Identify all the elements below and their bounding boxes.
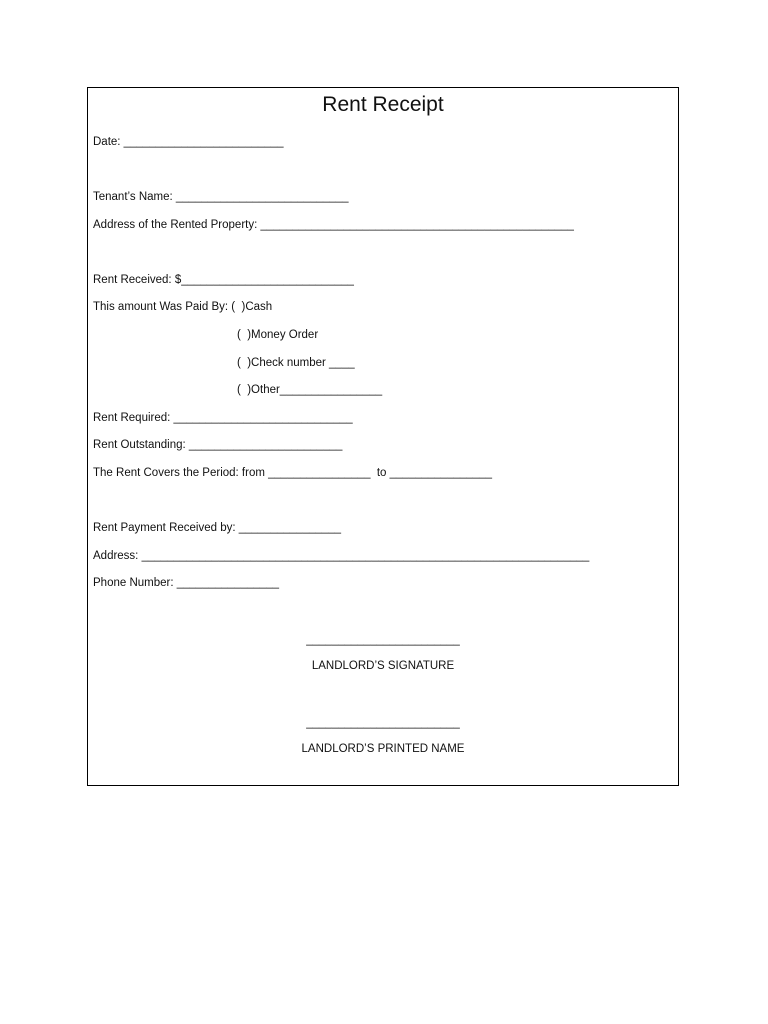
rent-outstanding-field: Rent Outstanding: ________________________	[93, 439, 343, 451]
phone-number-field: Phone Number: ________________	[93, 577, 280, 589]
payment-method-other-option: ( )Other________________	[237, 384, 383, 396]
address-field: Address: ______________________________________________________________________	[93, 550, 590, 562]
rent-required-field: Rent Required: ____________________________	[93, 412, 353, 424]
payment-method-cash-option: This amount Was Paid By: ( )Cash	[93, 301, 273, 313]
rented-property-address-field: Address of the Rented Property: _________________________________________________	[93, 219, 574, 231]
rent-period-field: The Rent Covers the Period: from ________________ to ________________	[93, 467, 492, 479]
rent-receipt-form	[87, 87, 679, 786]
page-title: Rent Receipt	[322, 93, 444, 116]
payment-method-money-order-option: ( )Money Order	[237, 329, 319, 341]
date-field: Date: _________________________	[93, 136, 284, 148]
rent-received-field: Rent Received: $___________________________	[93, 274, 354, 286]
tenant-name-field: Tenant’s Name: ___________________________	[93, 191, 349, 203]
landlord-printed-name-line: ________________________	[306, 717, 460, 729]
landlord-signature-label: LANDLORD’S SIGNATURE	[311, 660, 455, 672]
payment-method-check-option: ( )Check number ____	[237, 357, 355, 369]
payment-received-by-field: Rent Payment Received by: ________________	[93, 522, 342, 534]
landlord-signature-line: ________________________	[306, 634, 460, 646]
landlord-printed-name-label: LANDLORD’S PRINTED NAME	[301, 743, 465, 755]
